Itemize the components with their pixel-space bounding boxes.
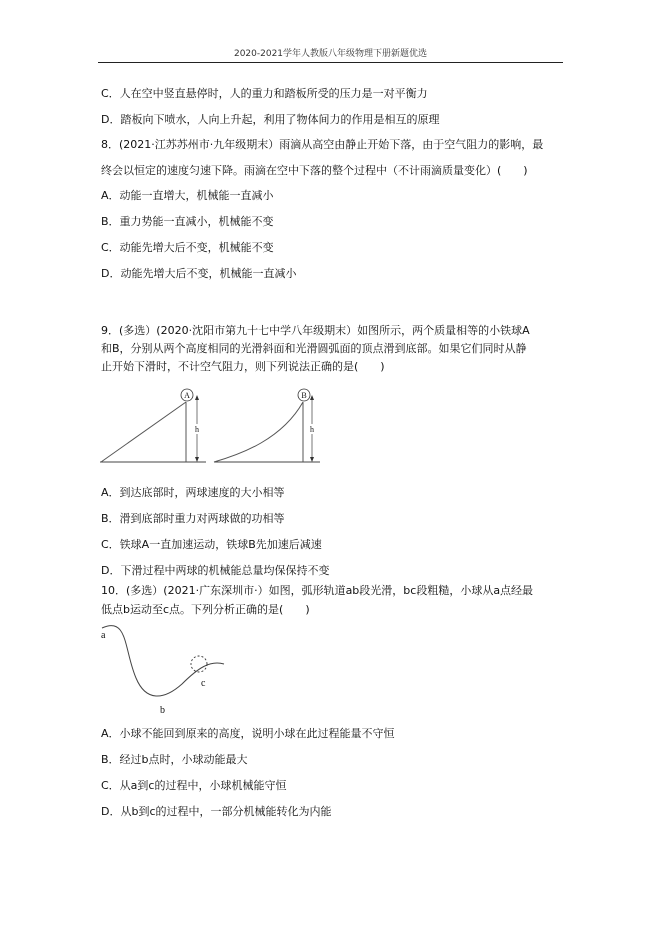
height-label-left: h <box>195 425 199 434</box>
q8-option-a: A．动能一直增大，机械能一直减小 <box>101 189 274 202</box>
q10-option-a: A．小球不能回到原来的高度，说明小球在此过程能量不守恒 <box>101 727 395 740</box>
q8-stem-line1: 8．(2021·江苏苏州市·九年级期末）雨滴从高空由静止开始下落，由于空气阻力的影响，最 <box>101 138 544 151</box>
height-arrow-bottom-right <box>310 457 314 462</box>
q10-option-d: D．从b到c的过程中，一部分机械能转化为内能 <box>101 805 332 818</box>
point-b-label: b <box>160 705 165 716</box>
q8-option-d: D．动能先增大后不变，机械能一直减小 <box>101 267 297 280</box>
header-rule <box>98 62 563 63</box>
q8-option-c: C．动能先增大后不变，机械能不变 <box>101 241 274 254</box>
q9-stem-line1: 9．(多选）(2020·沈阳市第九十七中学八年级期末）如图所示，两个质量相等的小铁球A <box>101 324 530 337</box>
q10-track-figure <box>98 620 230 718</box>
q9-option-c: C．铁球A一直加速运动，铁球B先加速后减速 <box>101 538 322 551</box>
height-arrow-bottom-left <box>195 457 199 462</box>
q9-stem-line3: 止开始下滑时，不计空气阻力，则下列说法正确的是( ) <box>101 360 385 373</box>
q9-option-a: A．到达底部时，两球速度的大小相等 <box>101 486 285 499</box>
q7-option-c: C．人在空中竖直悬停时，人的重力和踏板所受的压力是一对平衡力 <box>101 87 428 100</box>
q10-option-b: B．经过b点时，小球动能最大 <box>101 753 248 766</box>
q9-option-d: D．下滑过程中两球的机械能总量均保保持不变 <box>101 564 330 577</box>
q9-option-b: B．滑到底部时重力对两球做的功相等 <box>101 512 285 525</box>
point-c-label: c <box>201 678 206 689</box>
q9-incline-figure <box>98 384 210 466</box>
point-a-label: a <box>101 630 106 641</box>
track-curve-path <box>102 626 224 697</box>
q10-stem-line1: 10．(多选）(2021·广东深圳市·）如图，弧形轨道ab段光滑，bc段粗糙，小球从a点经最 <box>101 584 534 597</box>
q9-stem-line2: 和B，分别从两个高度相同的光滑斜面和光滑圆弧面的顶点滑到底部。如果它们同时从静 <box>101 342 527 355</box>
ball-b-label: B <box>301 391 307 400</box>
q8-option-b: B．重力势能一直减小，机械能不变 <box>101 215 274 228</box>
page-header: 2020-2021学年人教版八年级物理下册新题优选 <box>233 49 428 59</box>
q9-curve-figure <box>212 384 324 466</box>
ball-a-label: A <box>184 391 190 400</box>
q8-stem-line2: 终会以恒定的速度匀速下降。雨滴在空中下落的整个过程中（不计雨滴质量变化）( ) <box>101 164 528 177</box>
height-arrow-top-right <box>310 395 314 400</box>
q10-option-c: C．从a到c的过程中，小球机械能守恒 <box>101 779 287 792</box>
curve-arc-path <box>214 402 303 462</box>
q7-option-d: D．踏板向下喷水，人向上升起，利用了物体间力的作用是相互的原理 <box>101 113 440 126</box>
height-arrow-top-left <box>195 395 199 400</box>
incline-slope-line <box>101 402 186 462</box>
height-label-right: h <box>310 425 314 434</box>
q10-stem-line2: 低点b运动至c点。下列分析正确的是( ) <box>101 603 310 616</box>
